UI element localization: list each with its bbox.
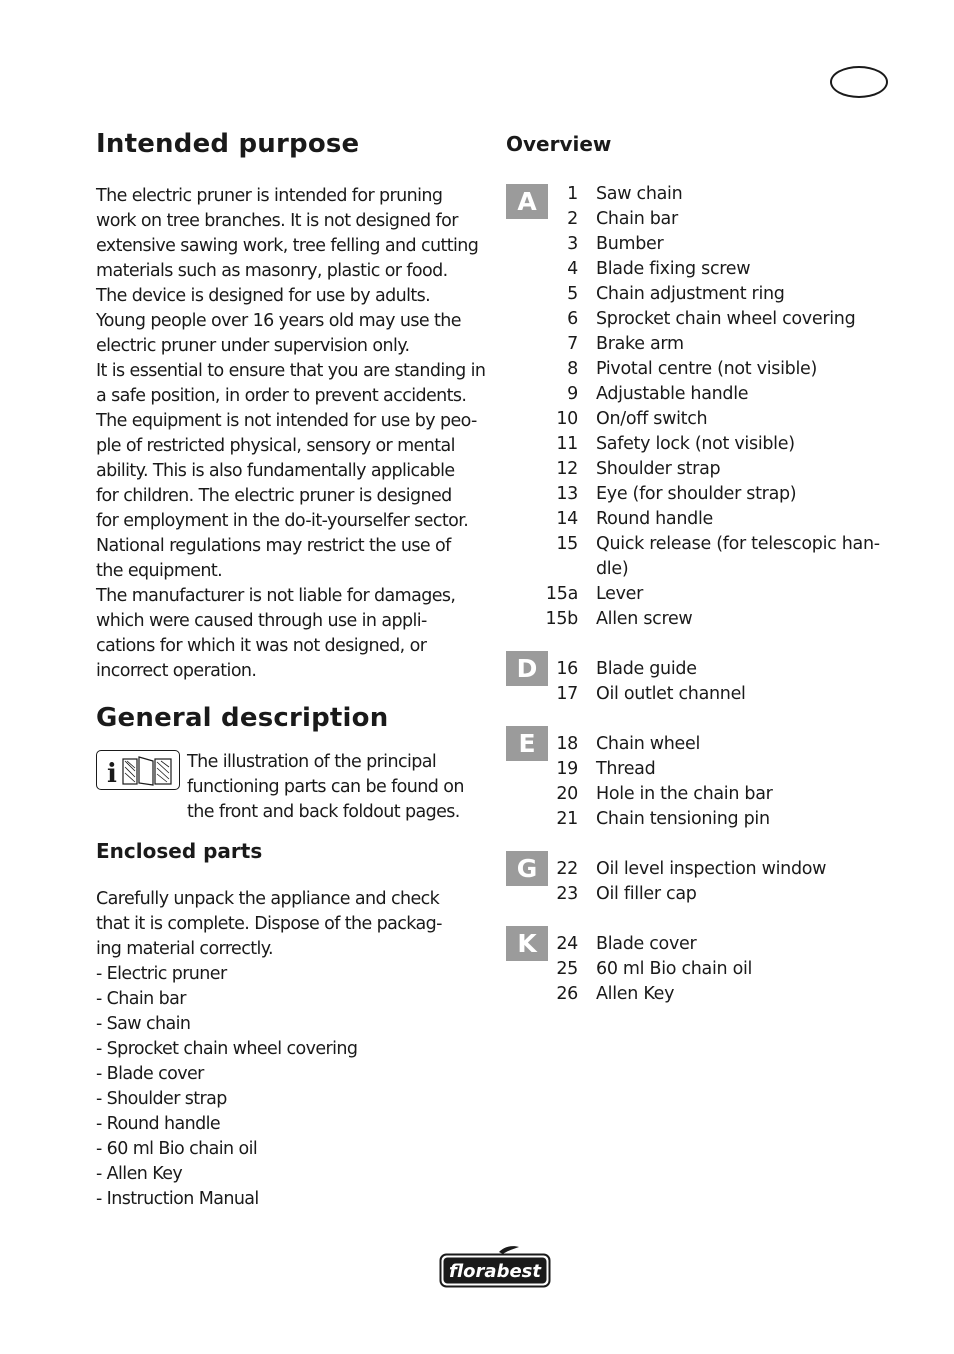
figure-badge-d: D bbox=[506, 651, 548, 686]
figure-badge-a: A bbox=[506, 184, 548, 219]
part-row: 15b Allen screw bbox=[545, 609, 693, 629]
general-description-heading: General description bbox=[96, 703, 389, 733]
overview-group-d bbox=[506, 654, 906, 707]
svg-text:i: i bbox=[107, 759, 117, 789]
part-row: 7 Brake arm bbox=[567, 334, 684, 354]
part-row: 25 60 ml Bio chain oil bbox=[556, 959, 753, 979]
figure-badge-g: G bbox=[506, 851, 548, 886]
part-row: 10 On/off switch bbox=[556, 409, 708, 429]
part-row: 23 Oil filler cap bbox=[556, 884, 697, 904]
part-row: 2 Chain bar bbox=[567, 209, 678, 229]
intended-purpose-text: The electric pruner is intended for pruning work on tree branches. It is not designed for extensive sawing work, tree felling and cutting materials such as masonry, plastic or food. The device is designed for use by adults. Young people over 16 years old may use the electric pruner under supervision only. It is essential to ensure that you are standing in a safe position, in order to prevent accidents. The equipment is not intended for use by peo- ple of restricted physical, sensory or mental ability. This is also fundamentally applicable for children. The electric pruner is designed for employment in the do-it-yourselfer sector. National regulations may restrict the use of the equipment. The manufacturer is not liable for damages, which were caused through use in appli- cations for which it was not designed, or incorrect operation. bbox=[96, 186, 486, 681]
part-row: 3 Bumber bbox=[567, 234, 664, 254]
overview-heading: Overview bbox=[506, 132, 612, 156]
enclosed-parts-text: Carefully unpack the appliance and check that it is complete. Dispose of the packag- ing material correctly. - Electric pruner - Chain bar - Saw chain - Sprocket chain wheel covering - Blade cover - Shoulder strap - Round handle - 60 ml Bio chain oil - Allen Key - Instruction Manual bbox=[96, 889, 442, 1209]
foldout-info-text: The illustration of the principal functioning parts can be found on the front and back foldout pages. bbox=[187, 752, 464, 822]
intended-purpose-heading: Intended purpose bbox=[96, 129, 360, 159]
overview-group-e bbox=[506, 729, 906, 832]
figure-badge-e: E bbox=[506, 726, 548, 761]
language-indicator-oval bbox=[830, 66, 888, 98]
part-row: 11 Safety lock (not visible) bbox=[556, 434, 795, 454]
overview-group-k bbox=[506, 929, 906, 1007]
part-row: 15a Lever bbox=[545, 584, 644, 604]
part-row: 22 Oil level inspection window bbox=[556, 859, 827, 879]
figure-badge-k: K bbox=[506, 926, 548, 961]
part-row: 14 Round handle bbox=[556, 509, 713, 529]
part-row: 12 Shoulder strap bbox=[556, 459, 721, 479]
part-row: 26 Allen Key bbox=[556, 984, 675, 1004]
part-row: 1 Saw chain bbox=[567, 184, 683, 204]
left-column bbox=[96, 126, 486, 1212]
part-row: 13 Eye (for shoulder strap) bbox=[556, 484, 797, 504]
part-row: 19 Thread bbox=[556, 759, 656, 779]
florabest-logo bbox=[439, 1244, 551, 1294]
part-row: 21 Chain tensioning pin bbox=[556, 809, 770, 829]
part-row: 18 Chain wheel bbox=[556, 734, 701, 754]
part-row: 5 Chain adjustment ring bbox=[567, 284, 785, 304]
enclosed-parts-heading: Enclosed parts bbox=[96, 839, 263, 863]
part-row: 6 Sprocket chain wheel covering bbox=[567, 309, 856, 329]
part-row: 9 Adjustable handle bbox=[567, 384, 749, 404]
part-row: 17 Oil outlet channel bbox=[556, 684, 746, 704]
overview-group-g bbox=[506, 854, 906, 907]
info-foldout-icon bbox=[96, 750, 180, 790]
right-column bbox=[506, 130, 906, 1007]
part-row: 4 Blade fixing screw bbox=[567, 259, 751, 279]
part-row: 20 Hole in the chain bar bbox=[556, 784, 773, 804]
foldout-info-block bbox=[96, 750, 486, 825]
overview-group-a bbox=[506, 182, 906, 632]
part-row: 16 Blade guide bbox=[556, 659, 697, 679]
part-row: 24 Blade cover bbox=[556, 934, 697, 954]
svg-text:florabest: florabest bbox=[449, 1261, 541, 1282]
part-row: 8 Pivotal centre (not visible) bbox=[567, 359, 817, 379]
part-row: 15 Quick release (for telescopic han- dle) bbox=[556, 534, 880, 579]
